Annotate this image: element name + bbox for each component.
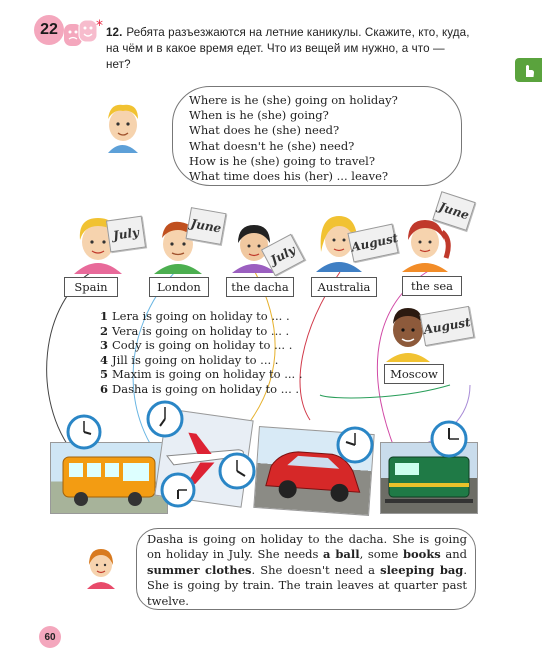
- question-item: When is he (she) going?: [189, 108, 329, 123]
- clock-icon: [218, 452, 256, 490]
- boy-character: [102, 97, 144, 159]
- sentence-item: 2 Vera is going on holiday to ... .: [100, 323, 290, 338]
- bus-photo: [50, 442, 168, 514]
- task-number: 12.: [106, 26, 123, 39]
- clock-icon: [336, 426, 374, 464]
- calendar-card: July: [106, 216, 146, 253]
- sentence-list: [100, 309, 303, 397]
- questions-list: [189, 93, 398, 184]
- sentence-item: 4 Jill is going on holiday to ... .: [100, 352, 279, 367]
- question-item: What doesn't he (she) need?: [189, 138, 355, 153]
- svg-text:*: *: [96, 18, 103, 34]
- place-label: the sea: [402, 276, 462, 296]
- sentence-item: 5 Maxim is going on holiday to ... .: [100, 367, 303, 382]
- questions-bubble: [172, 86, 462, 186]
- calendar-card: June: [185, 207, 226, 245]
- answer-text: Dasha is going on holiday to the dacha. She is going on holiday in July. She needs a ball, some books and summer clothes. She doesn't need a sleeping bag. She is going by train. The train leaves at quarter past twelve.: [147, 532, 468, 608]
- place-label: London: [149, 277, 209, 297]
- clock-icon: [430, 420, 468, 458]
- sentence-item: 1 Lera is going on holiday to ... .: [100, 309, 290, 323]
- task-text: Ребята разъезжаются на летние каникулы. Скажите, кто, куда, на чём и в какое время едет. Что из вещей им нужно, а что — нет?: [106, 26, 470, 71]
- calendar-card: August: [347, 224, 398, 263]
- clock-icon: [146, 400, 184, 438]
- calendar-card: July: [261, 234, 305, 276]
- page-badge: 22: [34, 15, 64, 45]
- place-label: Australia: [311, 277, 377, 297]
- question-item: What does he (she) need?: [189, 123, 340, 138]
- question-item: Where is he (she) going on holiday?: [189, 93, 398, 107]
- place-label: Moscow: [384, 364, 444, 384]
- question-item: How is he (she) going to travel?: [189, 153, 376, 168]
- clock-icon: [160, 472, 196, 508]
- page-number: 60: [39, 626, 61, 648]
- question-item: What time does his (her) ... leave?: [189, 169, 389, 184]
- place-label: Spain: [64, 277, 118, 297]
- clock-icon: [66, 414, 102, 450]
- girl-dasha: [84, 543, 118, 589]
- sentence-item: 3 Cody is going on holiday to ... .: [100, 338, 293, 353]
- sentence-item: 6 Dasha is going on holiday to ... .: [100, 381, 300, 396]
- place-label: the dacha: [226, 277, 294, 297]
- calendar-card: June: [432, 191, 476, 231]
- calendar-card: August: [420, 306, 475, 346]
- answer-bubble: [136, 528, 476, 610]
